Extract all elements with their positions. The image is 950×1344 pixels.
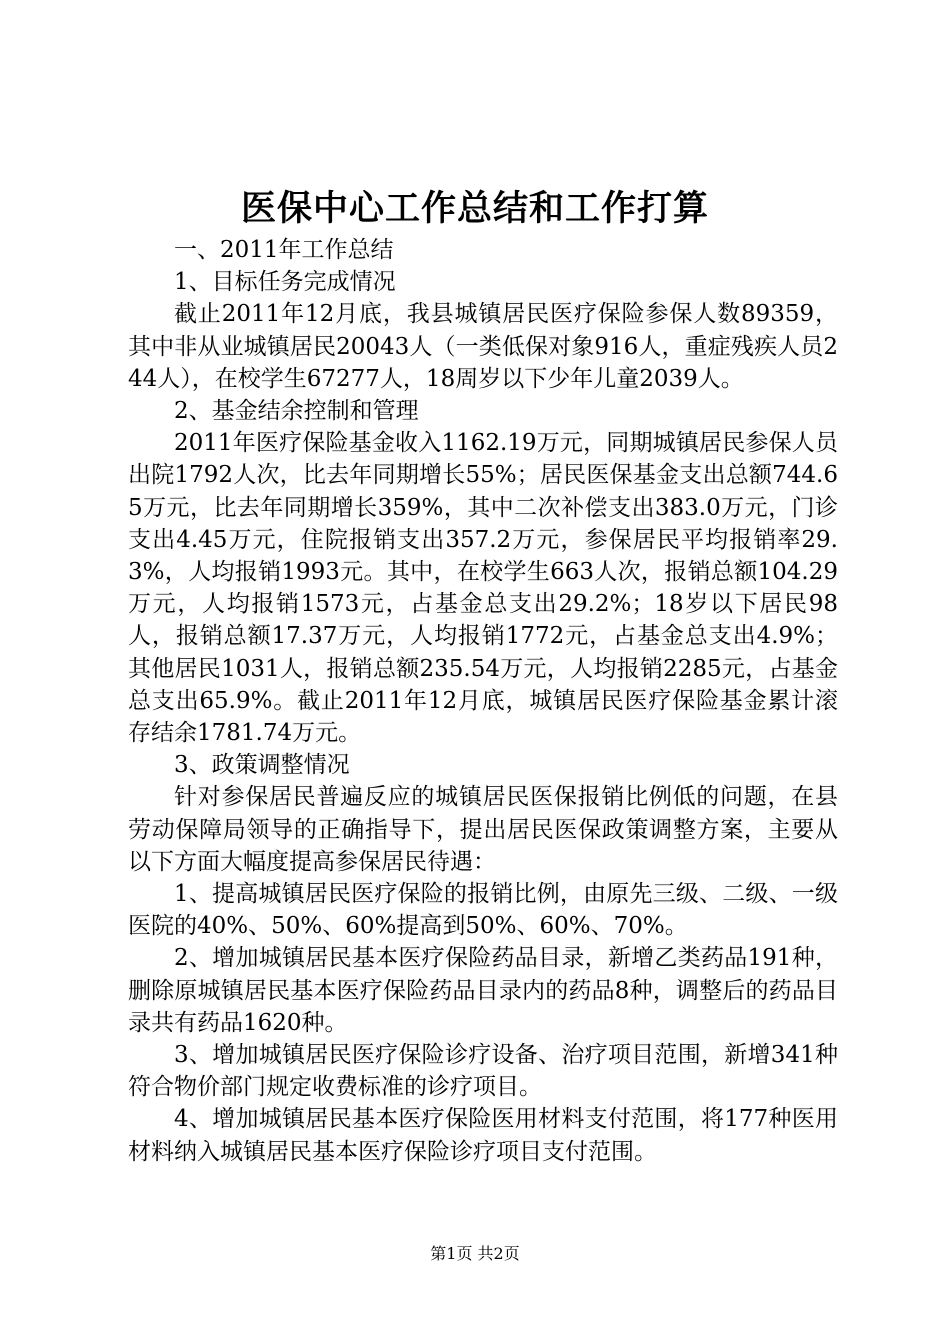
subheading-fund-balance: 2、基金结余控制和管理 [174, 398, 419, 425]
subheading-target-completion: 1、目标任务完成情况 [174, 269, 396, 296]
list-item-reimbursement-ratio: 1、提高城镇居民医疗保险的报销比例，由原先三级、二级、一级医院的40%、50%、60%提高到50%、60%、70%。 [128, 881, 838, 940]
list-item-treatment-scope: 3、增加城镇居民医疗保险诊疗设备、治疗项目范围，新增341种符合物价部门规定收费标准的诊疗项目。 [128, 1042, 838, 1101]
section-heading-summary-2011: 一、2011年工作总结 [174, 237, 394, 263]
list-item-drug-catalog: 2、增加城镇居民基本医疗保险药品目录，新增乙类药品191种，删除原城镇居民基本医疗保险药品目录内的药品8种，调整后的药品目录共有药品1620种。 [128, 945, 838, 1036]
list-item-medical-materials: 4、增加城镇居民基本医疗保险医用材料支付范围，将177种医用材料纳入城镇居民基本医疗保险诊疗项目支付范围。 [128, 1106, 838, 1165]
paragraph-fund-details: 2011年医疗保险基金收入1162.19万元，同期城镇居民参保人员出院1792人次，比去年同期增长55%；居民医保基金支出总额744.65万元，比去年同期增长359%，其中二次补偿支出383.0万元，门诊支出4.45万元，住院报销支出357.2万元，参保居民平均报销率29.3%，人均报销1993元。其中，在校学生663人次，报销总额104.29万元，人均报销1573元，占基金总支出29.2%；18岁以下居民98人，报销总额17.37万元，人均报销1772元，占基金总支出4.9%；其他居民1031人，报销总额235.54万元，人均报销2285元，占基金总支出65.9%。截止2011年12月底，城镇居民医疗保险基金累计滚存结余1781.74万元。 [128, 430, 838, 747]
document-body [128, 234, 838, 1168]
page-footer: 第1页 共2页 [430, 1244, 520, 1263]
document-title: 医保中心工作总结和工作打算 [240, 189, 709, 229]
paragraph-enrollment: 截止2011年12月底，我县城镇居民医疗保险参保人数89359，其中非从业城镇居民20043人（一类低保对象916人，重症残疾人员244人），在校学生67277人，18周岁以下少年儿童2039人。 [128, 301, 838, 392]
subheading-policy-adjustment: 3、政策调整情况 [174, 752, 350, 779]
paragraph-policy-intro: 针对参保居民普遍反应的城镇居民医保报销比例低的问题，在县劳动保障局领导的正确指导下，提出居民医保政策调整方案，主要从以下方面大幅度提高参保居民待遇： [128, 784, 838, 875]
